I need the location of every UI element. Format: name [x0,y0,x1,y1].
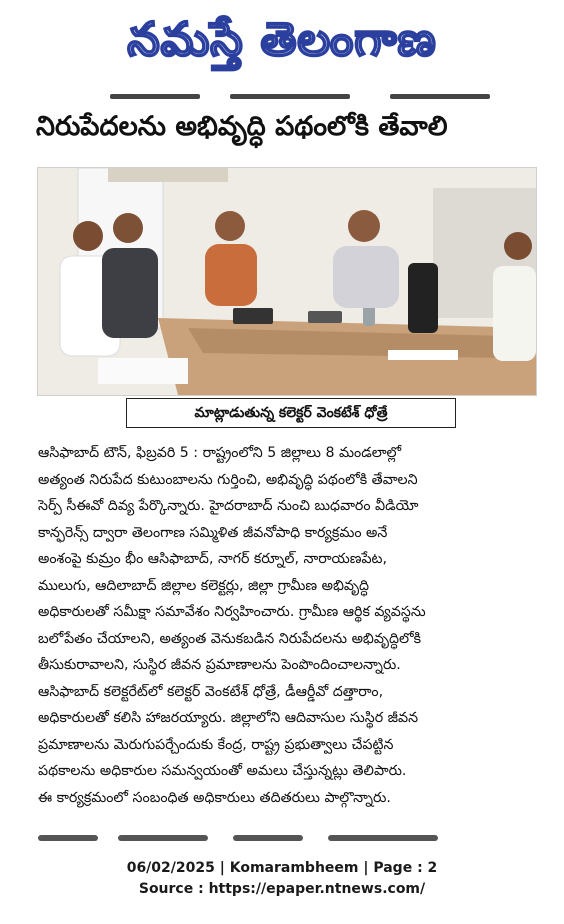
article-line: పథకాలను అధికారుల సమన్వయంతో అమలు చేస్తున్నట్లు తెలిపారు. [38,763,407,779]
article-line: ములుగు, ఆదిలాబాద్ జిల్లాల కలెక్టర్లు, జిల్లా గ్రామీణ అభివృద్ధి [38,577,370,594]
article-line: అధికారులతో కలిసి హాజరయ్యారు. జిల్లాలోని ఆదివాసుల సుస్థిర జీవన [38,710,419,726]
article-body [38,440,536,811]
clipped-previous-article-edge [0,94,564,100]
article-headline: నిరుపేదలను అభివృద్ధి పథంలోకి తేవాలి [36,111,448,142]
article-line: ఆసిఫాబాద్ కలెక్టరేట్‌లో కలెక్టర్ వెంకటేశ్ ధోత్రే, డీఆర్డీవో దత్తారాం, [38,683,384,700]
page-footer [0,858,564,900]
newspaper-masthead [0,6,564,72]
article-line: బలోపేతం చేయాలని, అత్యంత వెనుకబడిన నిరుపేదలను అభివృద్ధిలోకి [38,630,422,647]
article-line: అంశంపై కుమ్రం భీం ఆసిఫాబాద్, నాగర్ కర్నూల్, నారాయణపేట, [38,551,388,567]
article-line: అధికారులతో సమీక్షా సమావేశం నిర్వహించారు. గ్రామీణ ఆర్థిక వ్యవస్థను [38,604,426,620]
article-line: అత్యంత నిరుపేద కుటుంబాలను గుర్తించి, అభివృద్ధి పథంలోకి తేవాలని [38,471,418,488]
meeting-photo-illustration [38,168,536,395]
masthead-title: నమస్తే తెలంగాణ [127,12,437,66]
article-line: ప్రమాణాలను మెరుగుపర్చేందుకు కేంద్ర, రాష్ట్ర ప్రభుత్వాలు చేపట్టిన [38,736,394,753]
article-line: కాన్ఫరెన్స్ ద్వారా తెలంగాణ సమ్మిళిత జీవనోపాధి కార్యక్రమం అనే [38,524,388,541]
source-link[interactable]: Source : https://epaper.ntnews.com/ [138,881,426,897]
article-line: సెర్ప్ సీఈవో దివ్య పేర్కొన్నారు. హైదరాబాద్ నుంచి బుధవారం వీడియో [38,498,419,514]
photo-caption: మాట్లాడుతున్న కలెక్టర్ వెంకటేశ్ ధోత్రే [126,398,456,428]
edition-info: 06/02/2025 | Komarambheem | Page : 2 [126,860,438,876]
article-line: ఆసిఫాబాద్ టౌన్, ఫిబ్రవరి 5 : రాష్ట్రంలోని 5 జిల్లాలు 8 మండలాల్లో [38,445,402,461]
clipped-next-article-edge [38,832,458,842]
article-photo [37,167,537,396]
article-line: తీసుకురావాలని, సుస్థిర జీవన ప్రమాణాలను పెంపొందించాలన్నారు. [38,657,401,673]
article-line: ఈ కార్యక్రమంలో సంబంధిత అధికారులు తదితరులు పాల్గొన్నారు. [38,789,391,806]
